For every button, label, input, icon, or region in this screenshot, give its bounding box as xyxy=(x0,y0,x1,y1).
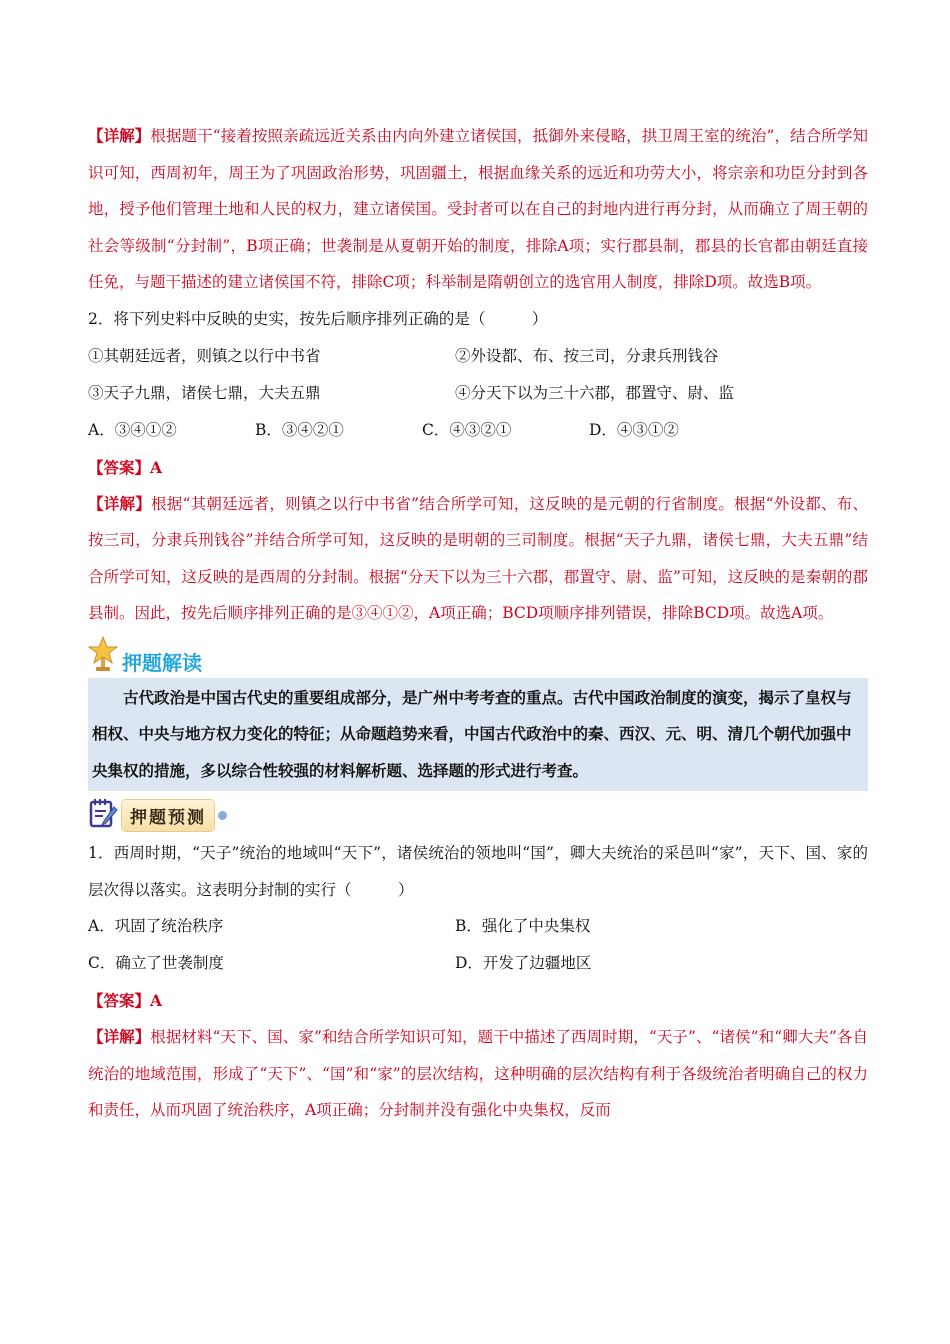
option-d: D．④③①② xyxy=(589,420,679,439)
source-item: ②外设都、布、按三司，分隶兵刑钱谷 xyxy=(455,346,719,365)
interpret-title: 押题解读 xyxy=(122,650,202,675)
notebook-pen-icon xyxy=(88,797,118,833)
page-content xyxy=(88,118,868,1129)
option-a: A．巩固了统治秩序 xyxy=(88,917,224,935)
option-c: C．确立了世袭制度 xyxy=(88,954,224,972)
question-1-detail xyxy=(88,1019,868,1129)
question-2-stem: 2．将下列史料中反映的史实，按先后顺序排列正确的是（ ） xyxy=(88,309,548,328)
question-2-answer: 【答案】A xyxy=(88,457,163,477)
question-1-options-row2 xyxy=(88,945,868,982)
detail-text: 根据材料“天下、国、家”和结合所学知识可知，题干中描述了西周时期，“天子”、“诸侯”和“卿大夫”各自统治的地域范围，形成了“天下”、“国”和“家”的层次结构，这种明确的层次结构有利于各级统治者明确自己的权力和责任，从而巩固了统治秩序，A项正确；分封制并没有强化中央集权，反而 xyxy=(88,1028,868,1119)
option-b: B．③④②① xyxy=(255,420,344,439)
detail-q-prev xyxy=(88,118,868,301)
detail-text: 根据“其朝廷远者，则镇之以行中书省”结合所学可知，这反映的是元朝的行省制度。根据“外设都、布、按三司，分隶兵刑钱谷”并结合所学可知，这反映的是明朝的三司制度。根据“天子九鼎，诸侯七鼎，大夫五鼎”结合所学可知，这反映的是西周的分封制。根据“分天下以为三十六郡，郡置守、尉、监”可知，这反映的是秦朝的郡县制。因此，按先后顺序排列正确的是③④①②，A项正确；BCD项顺序排列错误，排除BCD项。故选A项。 xyxy=(88,494,868,622)
question-1-answer: 【答案】A xyxy=(88,991,163,1010)
question-1-options-row1 xyxy=(88,908,868,945)
option-b: B．强化了中央集权 xyxy=(455,917,591,935)
source-item: ③天子九鼎，诸侯七鼎，大夫五鼎 xyxy=(88,383,321,402)
option-d: D．开发了边疆地区 xyxy=(455,954,592,972)
decorative-dot xyxy=(218,811,227,820)
source-item: ④分天下以为三十六郡，郡置守、尉、监 xyxy=(455,383,735,402)
question-2-detail xyxy=(88,486,868,632)
predict-title: 押题预测 xyxy=(122,800,214,831)
detail-tag: 【详解】 xyxy=(88,126,151,145)
interpret-text: 古代政治是中国古代史的重要组成部分，是广州中考考查的重点。古代中国政治制度的演变，揭示了皇权与相权、中央与地方权力变化的特征；从命题趋势来看，中国古代政治中的秦、西汉、元、明、清几个朝代加强中央集权的措施，多以综合性较强的材料解析题、选择题的形式进行考查。 xyxy=(92,687,852,780)
option-c: C．④③②① xyxy=(422,420,512,439)
source-item: ①其朝廷远者，则镇之以行中书省 xyxy=(88,346,321,365)
detail-text: 根据题干“接着按照亲疏远近关系由内向外建立诸侯国，抵御外来侵略，拱卫周王室的统治”，结合所学知识可知，西周初年，周王为了巩固政治形势，巩固疆土，根据血缘关系的远近和功劳大小，将宗亲和功臣分封到各地，授予他们管理土地和人民的权力，建立诸侯国。受封者可以在自己的封地内进行再分封，从而确立了周王朝的社会等级制“分封制”，B项正确；世袭制是从夏朝开始的制度，排除A项；实行郡县制，郡县的长官都由朝廷直接任免，与题干描述的建立诸侯国不符，排除C项；科举制是隋朝创立的选官用人制度，排除D项。故选B项。 xyxy=(88,127,868,291)
question-2-items-row1 xyxy=(88,338,868,375)
interpret-header xyxy=(88,638,868,676)
detail-tag: 【详解】 xyxy=(88,493,151,513)
option-a: A．③④①② xyxy=(88,420,177,439)
star-icon xyxy=(88,636,118,676)
question-1-stem: 1．西周时期，“天子”统治的地域叫“天下”，诸侯统治的领地叫“国”，卿大夫统治的采邑叫“家”，天下、国、家的层次得以落实。这表明分封制的实行（ ） xyxy=(88,844,868,899)
interpret-box xyxy=(88,678,868,792)
question-2-items-row2 xyxy=(88,375,868,412)
question-2-options xyxy=(88,412,868,449)
predict-header xyxy=(88,795,868,835)
detail-tag: 【详解】 xyxy=(88,1027,151,1046)
